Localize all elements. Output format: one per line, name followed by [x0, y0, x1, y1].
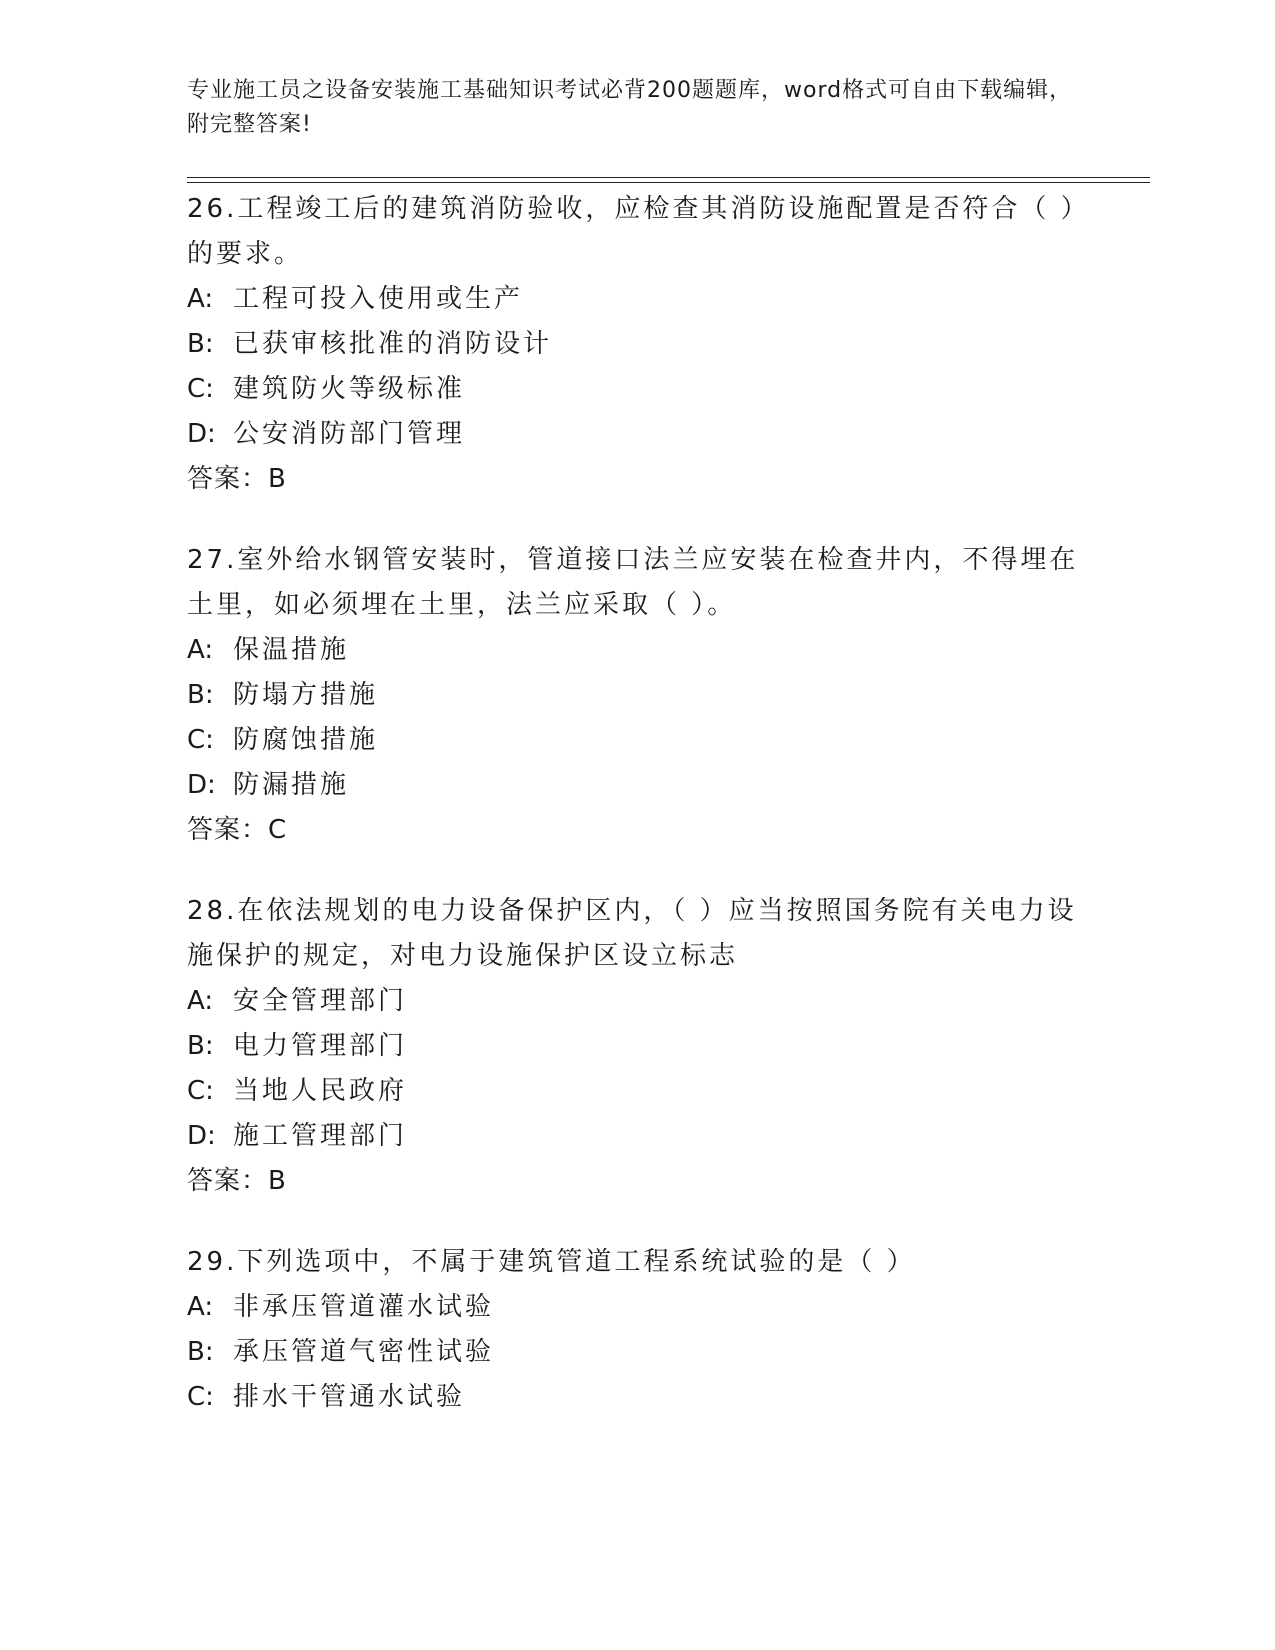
option-c — [187, 1069, 1087, 1114]
question-text: 27.室外给水钢管安装时，管道接口法兰应安装在检查井内，不得埋在土里，如必须埋在土里，法兰应采取（ ）。 — [187, 545, 1079, 620]
question-27 — [187, 538, 1087, 853]
option-label: B: — [187, 329, 214, 359]
option-label: A: — [187, 284, 214, 314]
option-text: 保温措施 — [233, 635, 350, 665]
question-text: 26.工程竣工后的建筑消防验收，应检查其消防设施配置是否符合（ ）的要求。 — [187, 194, 1077, 269]
option-a — [187, 277, 1087, 322]
option-text: 排水干管通水试验 — [233, 1382, 466, 1412]
option-b — [187, 322, 1087, 367]
question-list — [187, 187, 1087, 1456]
option-a — [187, 628, 1087, 673]
option-text: 电力管理部门 — [233, 1031, 408, 1061]
option-text: 已获审核批准的消防设计 — [233, 329, 553, 359]
option-text: 公安消防部门管理 — [233, 419, 466, 449]
option-text: 防塌方措施 — [233, 680, 379, 710]
option-label: C: — [187, 374, 214, 404]
option-label: D: — [187, 1121, 216, 1151]
option-label: A: — [187, 986, 214, 1016]
option-d — [187, 412, 1087, 457]
option-c — [187, 367, 1087, 412]
option-a — [187, 979, 1087, 1024]
option-label: C: — [187, 1076, 214, 1106]
option-b — [187, 673, 1087, 718]
question-28 — [187, 889, 1087, 1204]
header-rule-bottom — [187, 182, 1150, 183]
document-header: 专业施工员之设备安装施工基础知识考试必背200题题库，word格式可自由下载编辑，附完整答案! — [187, 78, 1073, 137]
answer: 答案：C — [187, 815, 288, 845]
option-b — [187, 1024, 1087, 1069]
option-d — [187, 763, 1087, 808]
option-c — [187, 1375, 1087, 1420]
option-d — [187, 1114, 1087, 1159]
option-text: 承压管道气密性试验 — [233, 1337, 495, 1367]
option-text: 防腐蚀措施 — [233, 725, 379, 755]
option-label: D: — [187, 419, 216, 449]
option-text: 施工管理部门 — [233, 1121, 408, 1151]
option-text: 当地人民政府 — [233, 1076, 408, 1106]
option-label: C: — [187, 1382, 214, 1412]
option-c — [187, 718, 1087, 763]
question-26 — [187, 187, 1087, 502]
option-label: B: — [187, 1031, 214, 1061]
option-label: B: — [187, 680, 214, 710]
answer: 答案：B — [187, 1166, 287, 1196]
option-text: 安全管理部门 — [233, 986, 408, 1016]
question-text: 28.在依法规划的电力设备保护区内，（ ）应当按照国务院有关电力设施保护的规定，对电力设施保护区设立标志 — [187, 896, 1077, 971]
option-label: B: — [187, 1337, 214, 1367]
answer: 答案：B — [187, 464, 287, 494]
option-label: C: — [187, 725, 214, 755]
option-text: 建筑防火等级标准 — [233, 374, 466, 404]
option-text: 工程可投入使用或生产 — [233, 284, 524, 314]
question-text: 29.下列选项中，不属于建筑管道工程系统试验的是（ ） — [187, 1247, 916, 1277]
option-b — [187, 1330, 1087, 1375]
option-text: 非承压管道灌水试验 — [233, 1292, 495, 1322]
question-29 — [187, 1240, 1087, 1420]
option-text: 防漏措施 — [233, 770, 350, 800]
option-a — [187, 1285, 1087, 1330]
header-rule-top — [187, 177, 1150, 178]
option-label: D: — [187, 770, 216, 800]
option-label: A: — [187, 1292, 214, 1322]
option-label: A: — [187, 635, 214, 665]
